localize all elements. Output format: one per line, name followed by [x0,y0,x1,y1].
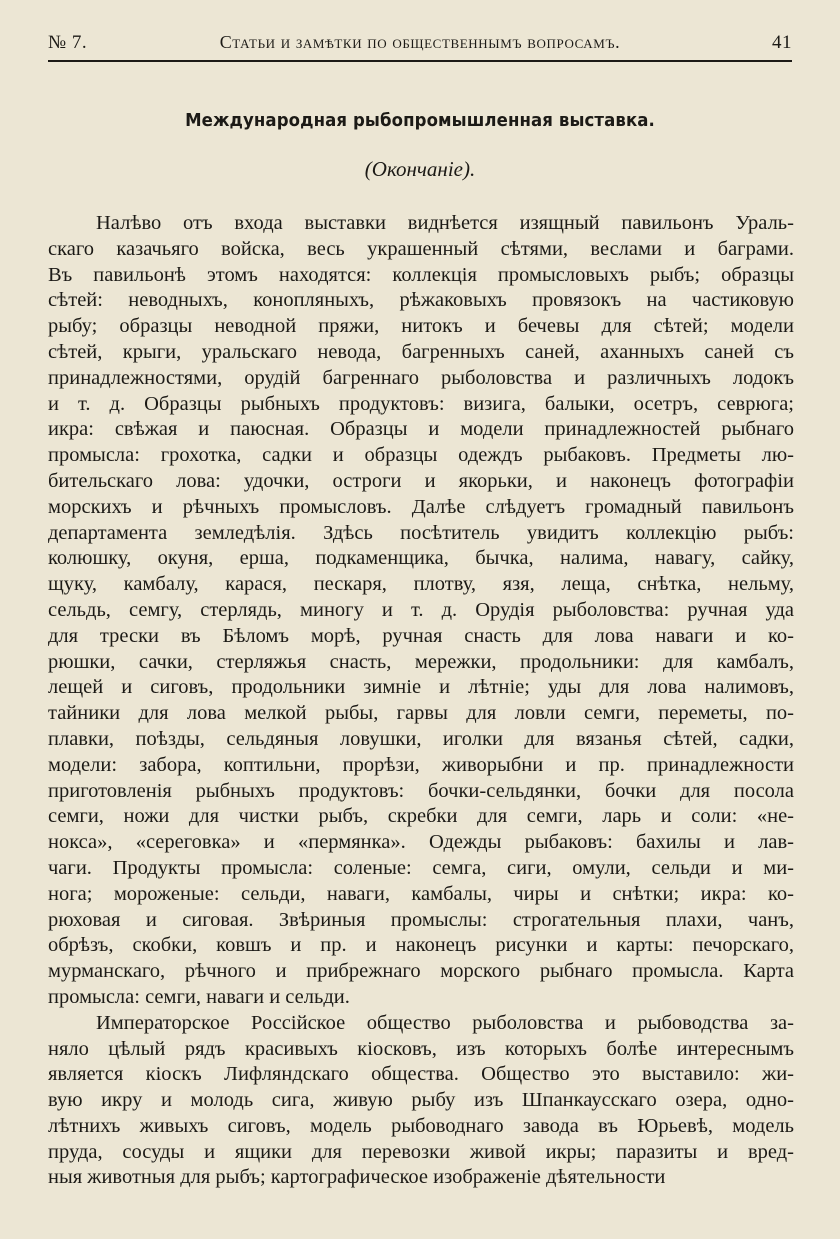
text-line: плавки, поѣзды, сельдяныя ловушки, иголки для вязанья сѣтей, садки, [48,727,794,750]
article-subtitle: (Окончаніе). [364,157,476,181]
text-line: лѣтнихъ живыхъ сиговъ, модель рыбоводнаго завода въ Юрьевѣ, модель [48,1114,794,1137]
text-line: икра: свѣжая и паюсная. Образцы и модели принадлежностей рыбнаго [48,418,794,441]
text-line: Налѣво отъ входа выставки виднѣется изящный павильонъ Ураль- [96,212,794,234]
article-body [48,211,794,1191]
text-line: приготовленія рыбныхъ продуктовъ: бочки-сельдянки, бочки для посола [48,779,794,802]
text-line: нокса», «сереговка» и «пермянка». Одежды рыбаковъ: бахилы и лав- [48,831,794,854]
text-line: принадлежностями, орудій багреннаго рыболовства и различныхъ лодокъ [48,366,794,389]
text-line: щуку, камбалу, карася, пескаря, плотву, язя, леща, снѣтка, нельму, [48,573,794,596]
text-line: сельдь, семгу, стерлядь, миногу и т. д. Орудія рыболовства: ручная уда [48,598,794,621]
text-line: сѣтей, крыги, уральскаго невода, багренныхъ саней, аханныхъ саней съ [48,340,794,363]
section-title: Статьи и замѣтки по общественнымъ вопросамъ. [219,32,621,52]
text-line: семги, ножи для чистки рыбъ, скребки для семги, ларь и соли: «не- [48,805,794,828]
text-line: вую икру и молодь сига, живую рыбу изъ Шпанкаусскаго озера, одно- [48,1089,794,1112]
page-number: 41 [772,32,792,53]
text-line: рюшки, сачки, стерляжья снасть, мережки, продольники: для камбалъ, [48,650,794,673]
article-title: Международная рыбопромышленная выставка. [185,110,655,131]
text-line: чаги. Продукты промысла: соленые: семга, сиги, омули, сельди и ми- [48,856,794,879]
text-line: скаго казачьяго войска, весь украшенный сѣтями, веслами и баграми. [48,237,794,260]
paragraph [48,1011,794,1192]
issue-number: № 7. [48,32,88,53]
text-line: является кіоскъ Лифляндскаго общества. Общество это выставило: жи- [48,1063,794,1086]
text-line: Императорское Россійское общество рыболовства и рыбоводства за- [96,1011,794,1034]
text-line: няло цѣлый рядъ красивыхъ кіосковъ, изъ которыхъ болѣе интереснымъ [48,1037,794,1060]
text-line: нога; мороженые: сельди, наваги, камбалы, чиры и снѣтки; икра: ко- [48,882,794,905]
text-line: для трески въ Бѣломъ морѣ, ручная снасть для лова наваги и ко- [48,624,794,647]
text-line: лещей и сиговъ, продольники зимніе и лѣтніе; уды для лова налимовъ, [48,676,794,699]
running-head [48,30,792,60]
text-line: департамента земледѣлія. Здѣсь посѣтитель увидитъ коллекцію рыбъ: [48,521,794,544]
text-line: обрѣзъ, скобки, ковшъ и пр. и наконецъ рисунки и карты: печорскаго, [48,934,794,957]
text-line: мурманскаго, рѣчного и прибрежнаго морского рыбнаго промысла. Карта [48,960,794,983]
text-line: промысла: грохотка, садки и образцы одеждъ рыбаковъ. Предметы лю- [48,444,794,467]
text-line: сѣтей: неводныхъ, конопляныхъ, рѣжаковыхъ провязокъ на частиковую [48,289,794,312]
text-line: и т. д. Образцы рыбныхъ продуктовъ: визига, балыки, осетръ, севрюга; [48,392,794,415]
text-line: бительскаго лова: удочки, остроги и якорьки, и наконецъ фотографіи [48,469,794,492]
text-line: Въ павильонѣ этомъ находятся: коллекція промысловыхъ рыбъ; образцы [48,263,794,286]
text-line: промысла: семги, наваги и сельди. [48,985,350,1008]
text-line: рюховая и сиговая. Звѣриныя промыслы: строгательныя плахи, чанъ, [48,908,794,931]
text-line: колюшку, окуня, ерша, подкаменщика, бычка, налима, навагу, сайку, [48,547,794,570]
text-line: морскихъ и рѣчныхъ промысловъ. Далѣе слѣдуетъ громадный павильонъ [48,495,794,518]
text-line: ныя животныя для рыбъ; картографическое изображеніе дѣятельности [48,1166,666,1189]
text-line: рыбу; образцы неводной пряжи, нитокъ и бечевы для сѣтей; модели [48,315,794,338]
text-line: пруда, сосуды и ящики для перевозки живой икры; паразиты и вред- [48,1140,794,1163]
paragraph [48,211,794,1011]
header-rule [48,60,792,62]
text-line: тайники для лова мелкой рыбы, гарвы для ловли семги, переметы, по- [48,702,794,725]
text-line: модели: забора, коптильни, прорѣзи, живорыбни и пр. принадлежности [48,753,794,776]
